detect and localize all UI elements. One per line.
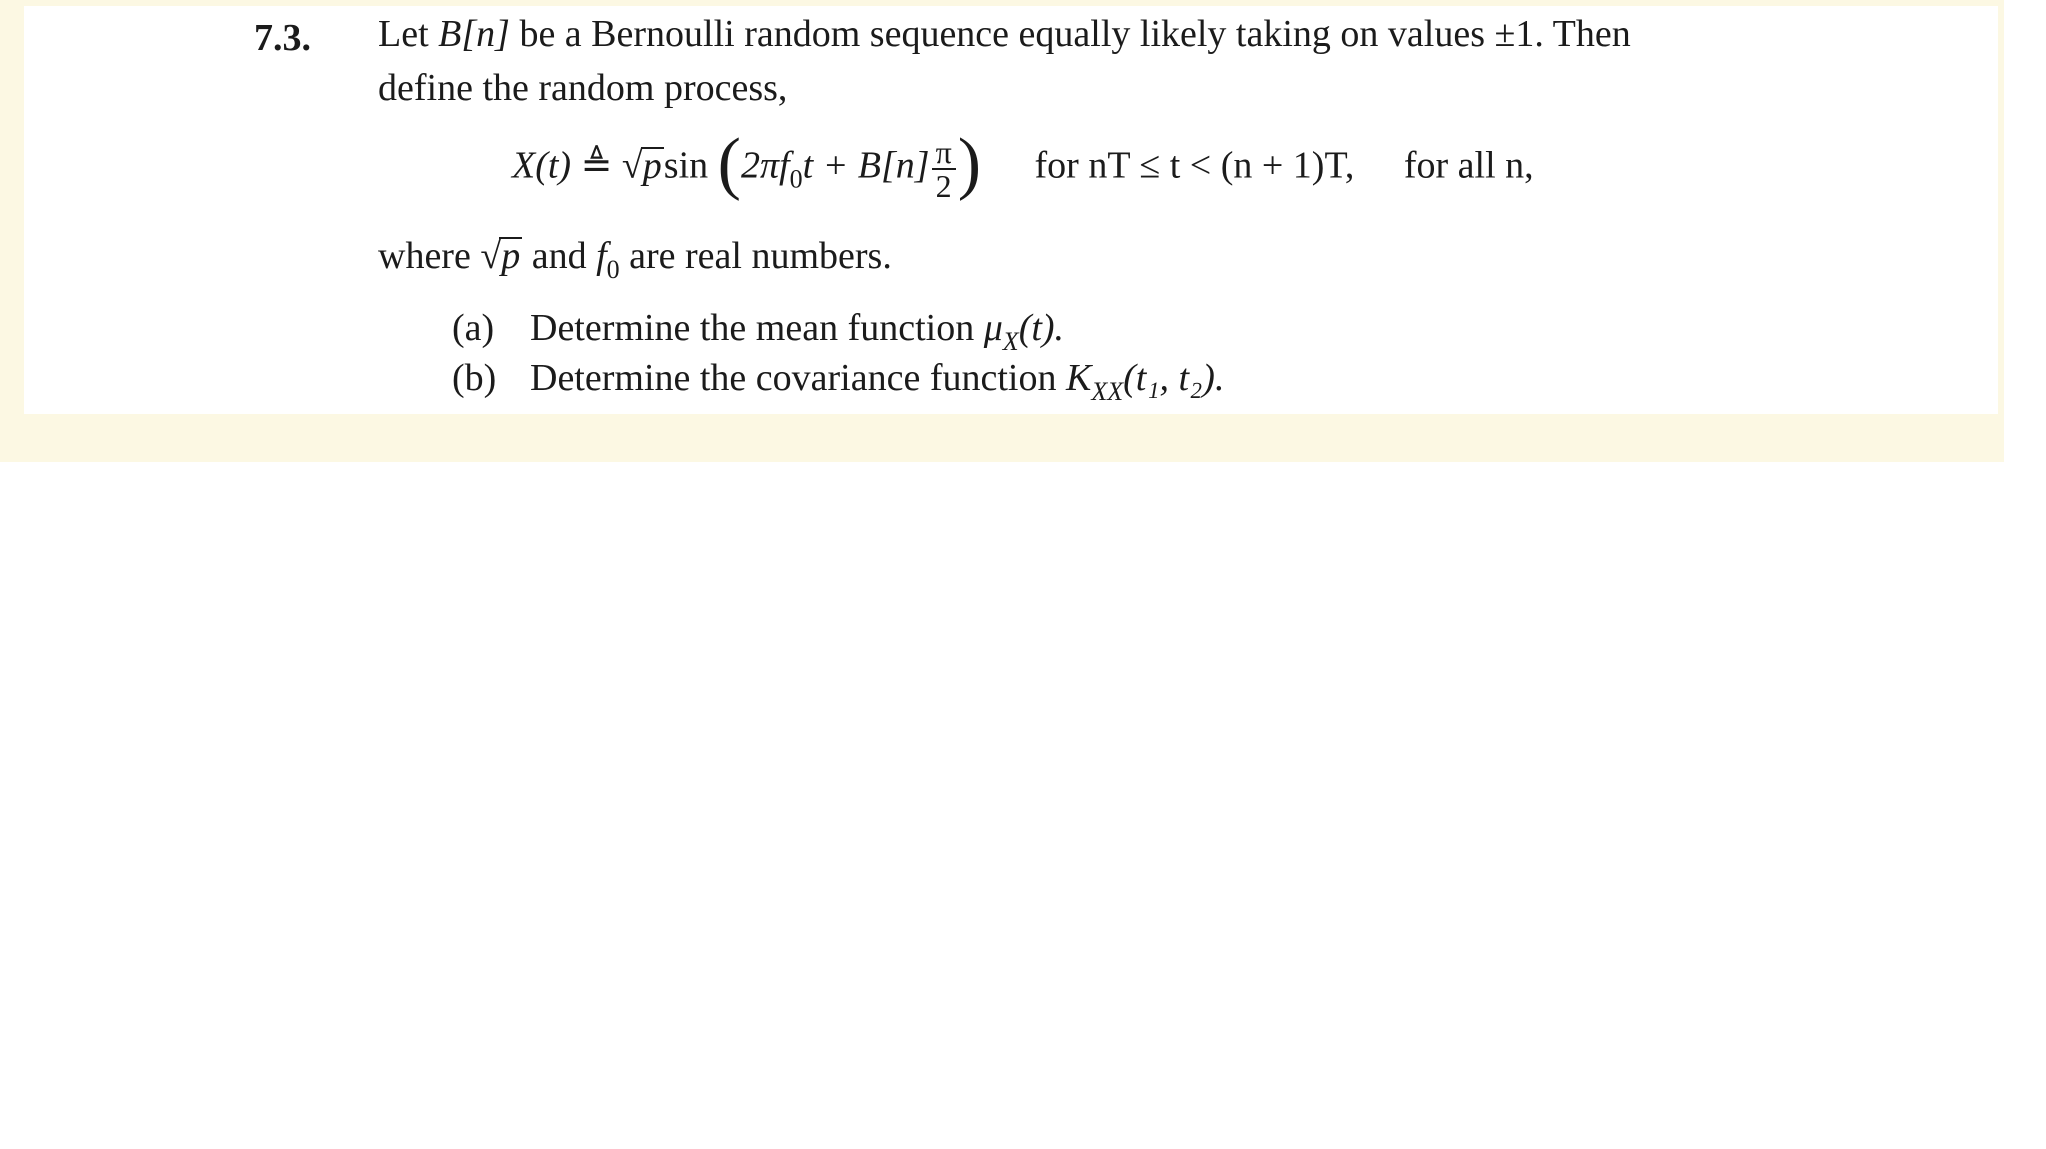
equation-radicand: p bbox=[642, 144, 662, 187]
part-b-math-sub: XX bbox=[1091, 377, 1124, 406]
fraction-denominator: 2 bbox=[935, 168, 952, 204]
part-a-text: Determine the mean function bbox=[530, 307, 984, 349]
equation-paren-open: ( bbox=[717, 124, 741, 202]
line3-radicand: p bbox=[501, 235, 521, 277]
line1-suffix: be a Bernoulli random sequence equally likely taking on values ±1. Then bbox=[509, 13, 1631, 55]
line3-f: f bbox=[596, 235, 607, 277]
equation-func: sin bbox=[663, 144, 709, 187]
part-b bbox=[452, 356, 1224, 414]
equation-defeq: ≜ bbox=[571, 144, 622, 187]
line3-suffix: are real numbers. bbox=[619, 235, 892, 277]
line3-sqrt-symbol: √ bbox=[480, 235, 502, 277]
line3-f-sub: 0 bbox=[606, 255, 620, 284]
equation-condition-2: for all n, bbox=[1403, 144, 1534, 187]
equation-sqrt-symbol: √ bbox=[621, 144, 643, 187]
fraction-numerator: π bbox=[932, 136, 956, 170]
problem-number: 7.3. bbox=[254, 17, 311, 59]
problem-line-1 bbox=[378, 12, 1631, 56]
line1-prefix: Let bbox=[378, 13, 439, 55]
part-a-math-sub: X bbox=[1002, 327, 1019, 356]
equation-arg-part2: t + B[n] bbox=[802, 144, 930, 187]
equation-fraction bbox=[932, 136, 956, 202]
part-a-label: (a) bbox=[452, 307, 495, 349]
equation-condition: for nT ≤ t < (n + 1)T, bbox=[1034, 144, 1355, 187]
equation-paren-close: ) bbox=[957, 124, 982, 202]
line3-prefix: where bbox=[378, 235, 481, 277]
problem-line-2: define the random process, bbox=[378, 67, 788, 109]
problem-line-3 bbox=[378, 234, 892, 292]
part-b-math: K bbox=[1065, 357, 1092, 399]
part-b-math-suffix: (t₁, t₂). bbox=[1123, 357, 1225, 399]
line1-variable: B[n] bbox=[438, 13, 510, 55]
part-a-math-suffix: (t). bbox=[1018, 307, 1065, 349]
part-a-math: μ bbox=[983, 307, 1003, 349]
part-b-text: Determine the covariance function bbox=[530, 357, 1066, 399]
equation-arg-part1: 2πf bbox=[740, 144, 790, 187]
process-equation bbox=[512, 124, 1534, 204]
line3-mid: and bbox=[522, 235, 597, 277]
equation-arg-sub: 0 bbox=[789, 164, 803, 194]
part-b-label: (b) bbox=[452, 357, 497, 399]
equation-lhs: X(t) bbox=[512, 144, 572, 187]
